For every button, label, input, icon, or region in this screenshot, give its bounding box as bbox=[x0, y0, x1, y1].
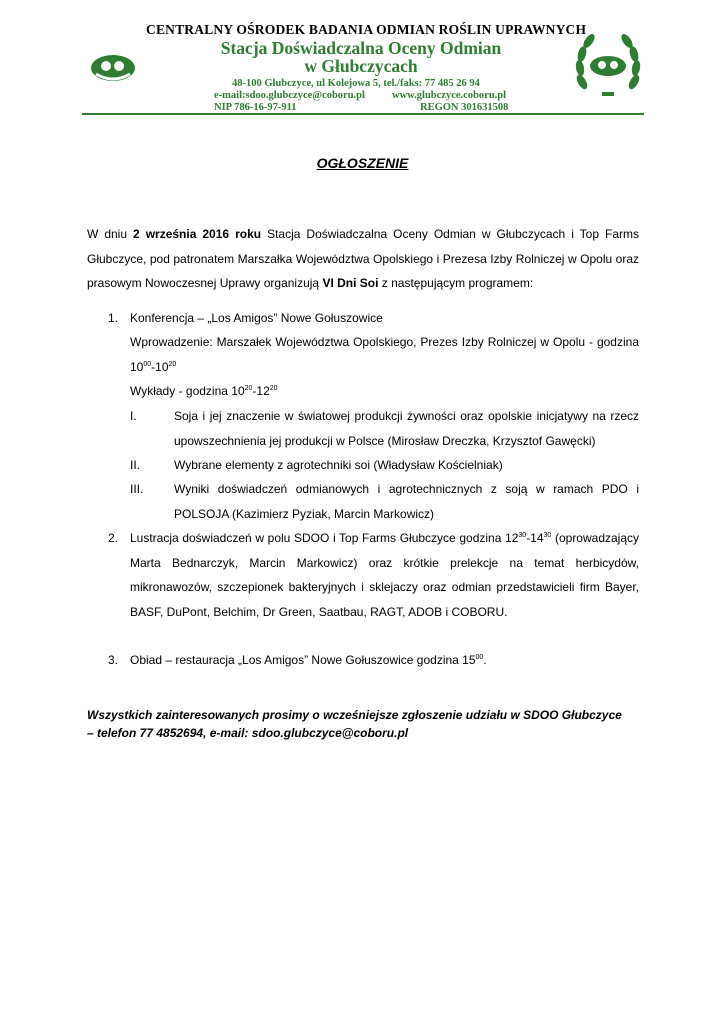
event-name: VI Dni Soi bbox=[322, 276, 379, 290]
registration-note-line-1: Wszystkich zainteresowanych prosimy o wcześniejsze zgłoszenie udziału w SDOO Głubczyce bbox=[87, 708, 622, 722]
program-item-1-title: Konferencja – „Los Amigos” Nowe Gołuszowice bbox=[130, 311, 383, 325]
regon-number: REGON 301631508 bbox=[420, 102, 509, 113]
lecture-2-text: Wybrane elementy z agrotechniki soi (Władysław Kościelniak) bbox=[174, 458, 503, 472]
lecture-1-text: Soja i jej znaczenie w światowej produkcji żywności oraz opolskie inicjatywy na rzecz upowszechnienia jej produkcji w Polsce (Mirosław Dreczka, Krzysztof Gawęcki) bbox=[174, 409, 639, 448]
program-item-1-lectures: Wykłady - godzina $10^{20}-12^{20}$ bbox=[130, 384, 278, 398]
program-item-1-intro: Wprowadzenie: Marszałek Województwa Opolskiego, Prezes Izby Rolniczej w Opolu - godzina $10^{00}-10^{20}$ bbox=[130, 335, 639, 374]
registration-note bbox=[87, 706, 647, 742]
page-title: OGŁOSZENIE bbox=[316, 155, 409, 171]
website: www.glubczyce.coboru.pl bbox=[392, 90, 507, 101]
lecture-3-number: III. bbox=[130, 482, 144, 496]
laurel-emblem-icon bbox=[572, 22, 644, 108]
letterhead bbox=[82, 18, 644, 114]
program-item-2-text: Lustracja doświadczeń w polu SDOO i Top Farms Głubczyce godzina $12^{30}-14^{30}$ (oprowadzający Marta Bednarczyk, Marcin Markowicz) oraz krótkie prelekcje na temat herbicydów, mikronawozów, szczepionek bakteryjnych i sklejaczy oraz odmian przedstawicieli firm Bayer, BASF, DuPont, Belchim, Dr Green, Saatbau, RAGT, ADOB i COBORU. bbox=[130, 531, 640, 619]
registration-contact: – telefon 77 4852694, e-mail: sdoo.glubczyce@coboru.pl bbox=[87, 726, 409, 740]
station-name: Stacja Doświadczalna Oceny Odmian bbox=[220, 38, 502, 58]
program-item-1-number: 1. bbox=[108, 311, 119, 325]
event-date: 2 września 2016 roku bbox=[133, 227, 262, 241]
email-address: e-mail:sdoo.glubczyce@coboru.pl bbox=[214, 90, 365, 101]
nip-number: NIP 786-16-97-911 bbox=[214, 102, 297, 113]
program-item-3-number: 3. bbox=[108, 653, 119, 667]
program-item-3-text: Obiad – restauracja „Los Amigos” Nowe Gołuszowice godzina $15^{00}$. bbox=[130, 653, 487, 667]
intro-paragraph: W dniu 2 września 2016 roku Stacja Doświadczalna Oceny Odmian w Głubczycach i Top Farms Głubczyce, pod patronatem Marszałka Województwa Opolskiego i Prezesa Izby Rolniczej w Opolu oraz prasowym Nowoczesnej Uprawy organizują VI Dni Soi z następującym programem: bbox=[87, 227, 639, 290]
lecture-2-number: II. bbox=[130, 458, 141, 472]
lecture-3-text: Wyniki doświadczeń odmianowych i agrotechnicznych z soją w ramach PDO i POLSOJA (Kazimierz Pyziak, Marcin Markowicz) bbox=[174, 482, 639, 521]
header-divider bbox=[82, 113, 644, 115]
coboru-logo-icon bbox=[88, 44, 138, 94]
organization-name: CENTRALNY OŚRODEK BADANIA ODMIAN ROŚLIN UPRAWNYCH bbox=[146, 22, 587, 37]
address: 48-100 Głubczyce, ul Kolejowa 5, tel./faks: 77 485 26 94 bbox=[232, 78, 480, 89]
lecture-1-number: I. bbox=[130, 409, 137, 423]
program-item-2-number: 2. bbox=[108, 531, 119, 545]
station-location: w Głubczycach bbox=[304, 56, 418, 76]
